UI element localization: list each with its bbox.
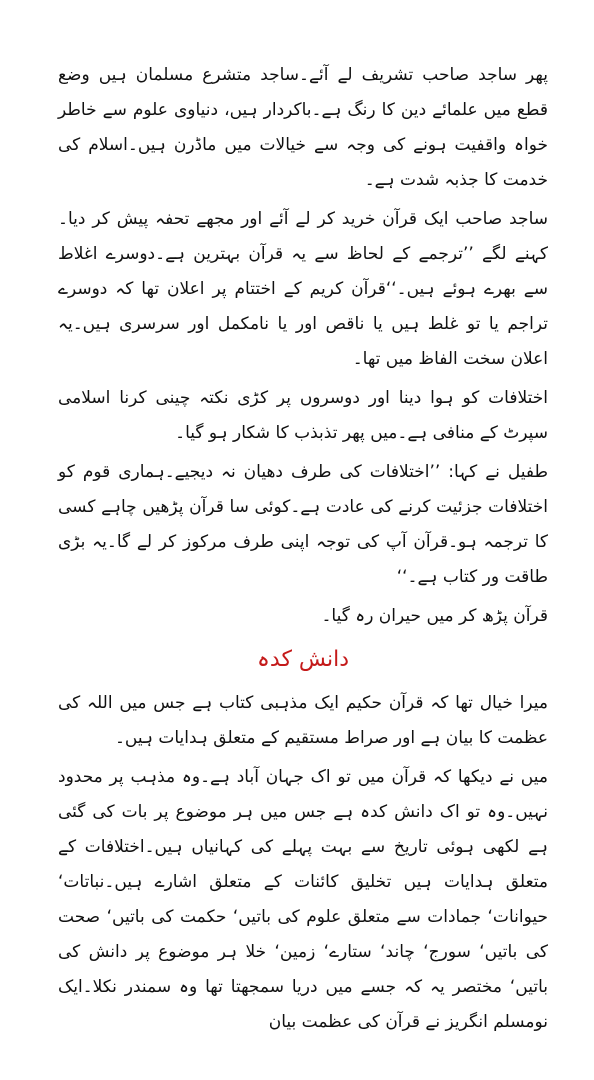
paragraph: میں نے دیکھا کہ قرآن میں تو اک جہان آباد ہے۔وہ مذہب پر محدود نہیں۔وہ تو اک دانش کدہ ہے جس میں ہر موضوع پر بات کی گئی ہے لکھی ہوئی تاریخ سے بہت پہلے کی کہانیاں ہیں۔اختلافات کے متعلق ہدایات ہیں تخلیق کائنات کے متعلق اشارے ہیں۔نباتات‘ حیوانات‘ جمادات سے متعلق علوم کی باتیں‘ حکمت کی باتیں‘ صحت کی باتیں‘ سورج‘ چاند‘ ستارے‘ زمین‘ خلا ہر موضوع پر دانش کی باتیں‘ مختصر یہ کہ جسے میں دریا سمجھتا تھا وہ سمندر نکلا۔ایک نومسلم انگریز نے قرآن کی عظمت بیان [58,767,548,1032]
paragraph: پھر ساجد صاحب تشریف لے آئے۔ساجد متشرع مسلمان ہیں وضع قطع میں علمائے دین کا رنگ ہے۔باکردار ہیں، دنیاوی علوم سے خاطر خواہ واقفیت ہونے کی وجہ سے خیالات میں ماڈرن ہیں۔اسلام کی خدمت کا جذبہ شدت ہے۔ [58,65,548,190]
paragraph: طفیل نے کہا: ’’اختلافات کی طرف دھیان نہ دیجیے۔ہماری قوم کو اختلافات جزئیت کرنے کی عادت ہے۔کوئی سا قرآن پڑھیں چاہے کسی کا ترجمہ ہو۔قرآن آپ کی توجہ اپنی طرف مرکوز کر لے گا۔یہ بڑی طاقت ور کتاب ہے۔‘‘ [58,462,548,587]
section-heading: دانش کدہ [257,647,349,672]
section-danish-kada [58,686,548,1040]
paragraph: قرآن پڑھ کر میں حیران رہ گیا۔ [321,606,548,626]
paragraph: ساجد صاحب ایک قرآن خرید کر لے آئے اور مجھے تحفہ پیش کر دیا۔کہنے لگے ’’ترجمے کے لحاظ سے یہ قرآن بہترین ہے۔دوسرے اغلاط سے بھرے ہوئے ہیں۔‘‘قرآن کریم کے اختتام پر اعلان تھا کہ دوسرے تراجم یا تو غلط ہیں یا ناقص اور یا نامکمل اور سرسری ہیں۔یہ اعلان سخت الفاظ میں تھا۔ [58,209,548,369]
paragraph: میرا خیال تھا کہ قرآن حکیم ایک مذہبی کتاب ہے جس میں اللہ کی عظمت کا بیان ہے اور صراط مستقیم کے متعلق ہدایات ہیں۔ [58,693,548,748]
section-intro [58,58,548,634]
paragraph: اختلافات کو ہوا دینا اور دوسروں پر کڑی نکتہ چینی کرنا اسلامی سپرٹ کے منافی ہے۔میں پھر تذبذب کا شکار ہو گیا۔ [58,388,548,443]
